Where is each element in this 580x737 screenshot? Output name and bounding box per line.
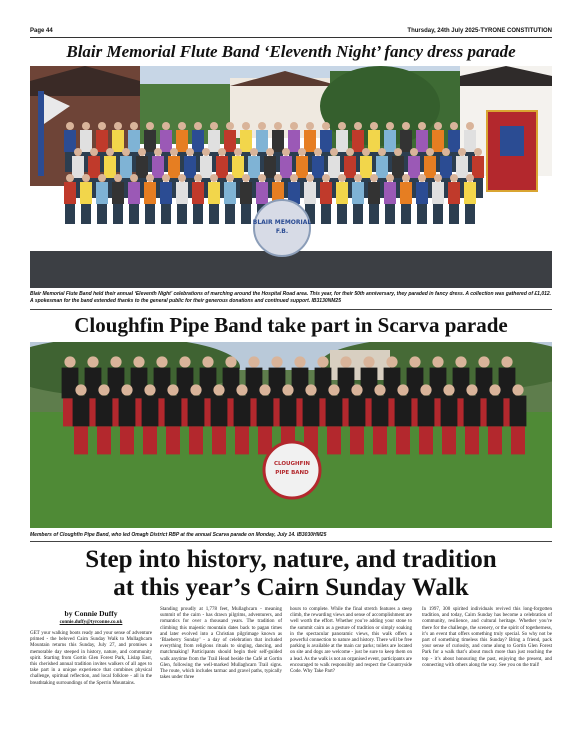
column-1-text: GET your walking boots ready and your sense of adventure primed - the beloved Cairn Sunday Walk to Mullaghcarn Mountain returns this Sunday, July 27, and promises a memorable day steeped in history, nature, and community spirit. Starting from Gortin Glen Forest Park, Lislap East, this cherished annual tradition invites walkers of all ages to take part in a unique experience that combines physical challenge, spiritual reflection, and local folklore - all in the breathtaking surroundings of the Sperrin Mountains. — [30, 631, 152, 686]
column-3-text: hours to complete. While the final stretch features a steep climb, the rewarding views and sense of accomplishment are well worth the effort. Whether you’re adding your stone to the summit cairn as a gesture of tradition or simply soaking in the spectacular panoramic views, this walk offers a powerful connection to nature and history. There will be free parking is available at the main car parks; toilets are located on site and dogs are welcome - just be sure to keep them on a lead. As the walk is not an organised event, participants are encouraged to walk responsibly and respect the Countryside Code. Why Take Part? — [290, 607, 412, 675]
byline-email[interactable]: connie.duffy@tyrconne.co.uk — [59, 620, 123, 625]
byline — [30, 609, 152, 627]
svg-text:F.B.: F.B. — [275, 228, 289, 235]
column-4-text: In 1997, 300 spirited individuals revived this long-forgotten tradition, and today, Cairn Sunday has become a celebration of community, resilience, and cultural heritage. Whether you’re there for the challenge, the scenery, or the spirit of togetherness, it’s an event that offers something truly special. So why not be part of something timeless this Sunday? Bring a friend, pack your sense of curiosity, and come along to Gortin Glen Forest Park for a walk that’s about much more than just reaching the top - it’s about honouring the past, enjoying the present, and connecting with others along the way. See you on the trail! — [422, 607, 552, 668]
headline-cairn-walk — [30, 546, 552, 602]
drum-lettering-pipe: CLOUGHFIN — [273, 461, 311, 467]
article-column-4 — [422, 607, 552, 669]
headline-line-1: Step into history, nature, and tradition — [85, 546, 497, 573]
photo-flute-band — [30, 66, 552, 288]
headline-line-2: at this year’s Cairn Sunday Walk — [113, 574, 469, 601]
drum-lettering-flute: BLAIR MEMORIAL — [252, 219, 312, 226]
page-number: Page 44 — [30, 28, 53, 34]
headline-pipe-band: Cloughfin Pipe Band take part in Scarva parade — [74, 313, 508, 337]
divider-rule-1 — [30, 309, 552, 310]
article-column-3 — [290, 607, 412, 675]
article-column-1 — [30, 631, 152, 687]
headline-flute-band: Blair Memorial Flute Band ‘Eleventh Night’ fancy dress parade — [66, 42, 516, 61]
article-column-2 — [160, 607, 282, 681]
header-rule — [30, 37, 552, 38]
issue-date: Thursday, 24th July 2025-TYRONE CONSTITUTION — [407, 28, 552, 34]
byline-name: by Connie Duffy — [64, 609, 118, 618]
caption-flute-band: Blair Memorial Flute Band held their annual ‘Eleventh Night’ celebrations of marching around the Hospital Road area. This year, for their 50th anniversary, they paraded in fancy dress. A collection was gathered of £1,012. A spokesman for the band extended thanks to the general public for their generous donations and continued support. IB3130NM25 — [30, 291, 552, 304]
caption-pipe-band: Members of Cloughfin Pipe Band, who led Omagh District RBP at the annual Scarva parade on Monday, July 14. IB3030HM25 — [30, 532, 327, 538]
column-2-text: Standing proudly at 1,778 feet, Mullaghcarn - meaning summit of the cairn - has drawn pilgrims, adventurers, and romantics for over a thousand years. The tradition of climbing this majestic mountain dates back to pagan times and later evolved into a Christian pilgrimage known as ‘Blaeberry Sunday’ - a day of celebration that included everything from religious rituals to singing, dancing, and matchmaking! Participants should begin their self-guided walk anytime from the Trail Head beside the Café at Gortin Glen, following the well-marked Mullaghcarn Trail signs. The route, which includes tarmac and gravel paths, typically takes under three — [160, 607, 282, 681]
divider-rule-2 — [30, 541, 552, 542]
svg-text:PIPE BAND: PIPE BAND — [275, 470, 309, 476]
photo-pipe-band — [30, 342, 552, 528]
